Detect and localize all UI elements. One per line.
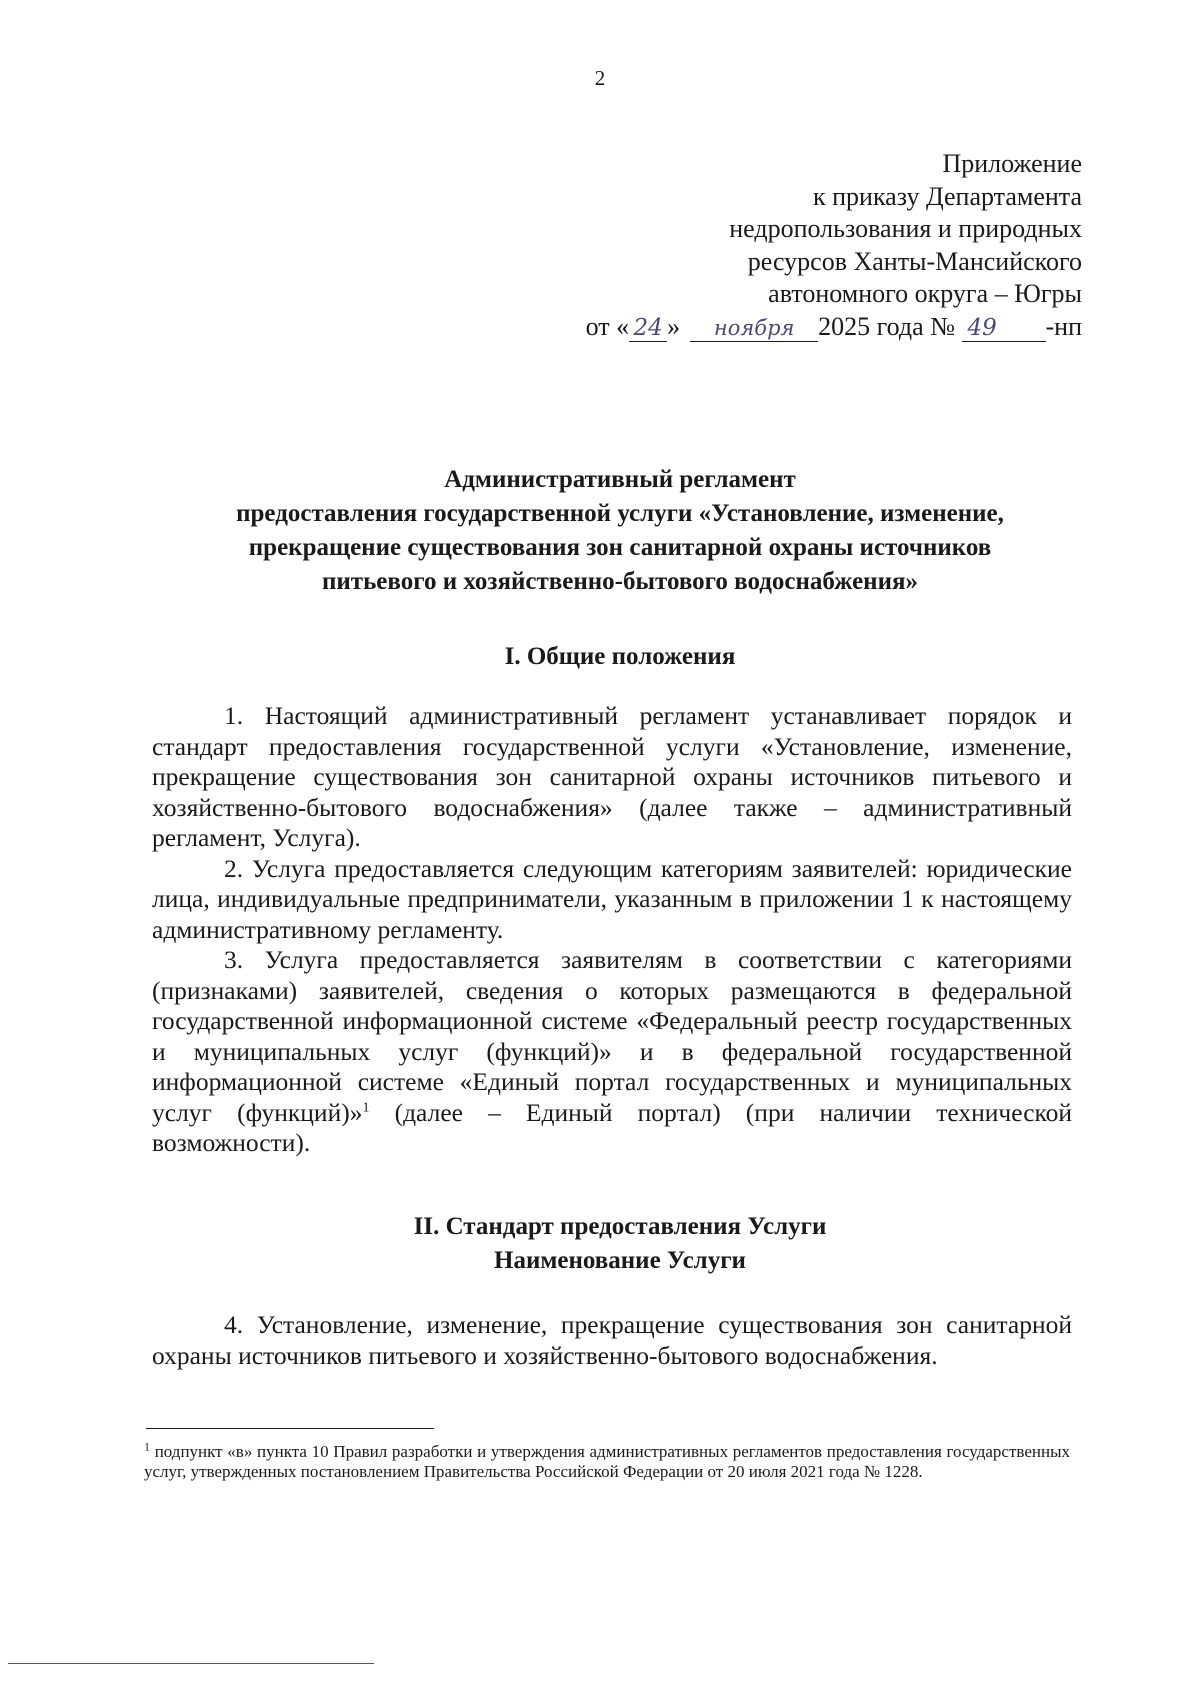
document-title: [150, 463, 1090, 599]
footnote-separator: [146, 1428, 434, 1429]
page-number: 2: [594, 66, 606, 90]
title-line: Административный регламент: [444, 466, 796, 493]
section1-body: [152, 701, 1072, 1159]
appendix-line: ресурсов Ханты-Мансийского: [747, 246, 1082, 276]
order-date-line: [586, 311, 1082, 344]
order-suffix: -нп: [1045, 311, 1082, 341]
handwritten-day: 24: [629, 315, 667, 342]
footnote-text: подпункт «в» пункта 10 Правил разработки и утверждения административных регламентов предоставления государственных услуг, утвержденных постановлением Правительства Российской Федерации от 20 июля 2021 года № 1228.: [144, 1442, 1070, 1481]
appendix-line: автономного округа – Югры: [768, 279, 1082, 309]
appendix-block: [586, 148, 1082, 344]
section2-body: [152, 1310, 1072, 1371]
appendix-line: недропользования и природных: [729, 214, 1082, 244]
appendix-line: к приказу Департамента: [812, 181, 1082, 211]
section-heading-standard: [150, 1210, 1090, 1278]
appendix-line: Приложение: [942, 149, 1082, 178]
date-mid: »: [667, 311, 681, 341]
section-heading-general: I. Общие положения: [504, 643, 736, 670]
paragraph-3-text: 3. Услуга предоставляется заявителям в соответствии с категориями (признаками) заявителей, сведения о которых размещаются в федеральной государственной информационной системе «Федеральный реестр государственных и муниципальных услуг (функций)» и в федеральной государственной информационной системе «Единый портал государственных и муниципальных услуг (функций)»: [152, 945, 1072, 1127]
section2-heading-line2: Наименование Услуги: [494, 1247, 746, 1274]
paragraph-1: 1. Настоящий административный регламент устанавливает порядок и стандарт предоставления государственной услуги «Установление, изменение, прекращение существования зон санитарной охраны источников питьевого и хозяйственно-бытового водоснабжения» (далее также – административный регламент, Услуга).: [152, 701, 1072, 852]
date-prefix: от «: [585, 311, 630, 341]
footnote-mark: 1: [144, 1439, 150, 1454]
paragraph-3: [152, 945, 1072, 1159]
title-line: предоставления государственной услуги «Установление, изменение,: [236, 500, 1004, 527]
paragraph-2: 2. Услуга предоставляется следующим категориям заявителей: юридические лица, индивидуальные предприниматели, указанным в приложении 1 к настоящему административному регламенту.: [152, 853, 1072, 944]
title-line: прекращение существования зон санитарной охраны источников: [248, 534, 992, 561]
paragraph-4: 4. Установление, изменение, прекращение существования зон санитарной охраны источников питьевого и хозяйственно-бытового водоснабжения.: [152, 1310, 1072, 1370]
section2-heading-line1: II. Стандарт предоставления Услуги: [413, 1213, 827, 1240]
handwritten-month: ноября: [690, 315, 818, 342]
handwritten-order-number: 49: [962, 315, 1046, 342]
title-line: питьевого и хозяйственно-бытового водоснабжения»: [321, 568, 919, 595]
scan-edge-line: [8, 1663, 374, 1664]
order-year: 2025 года №: [818, 311, 955, 341]
footnote-reference: 1: [362, 1100, 370, 1115]
footnote: [144, 1439, 1070, 1482]
paragraph-3-tail: (далее – Единый портал) (при наличии технической возможности).: [152, 1097, 1072, 1157]
